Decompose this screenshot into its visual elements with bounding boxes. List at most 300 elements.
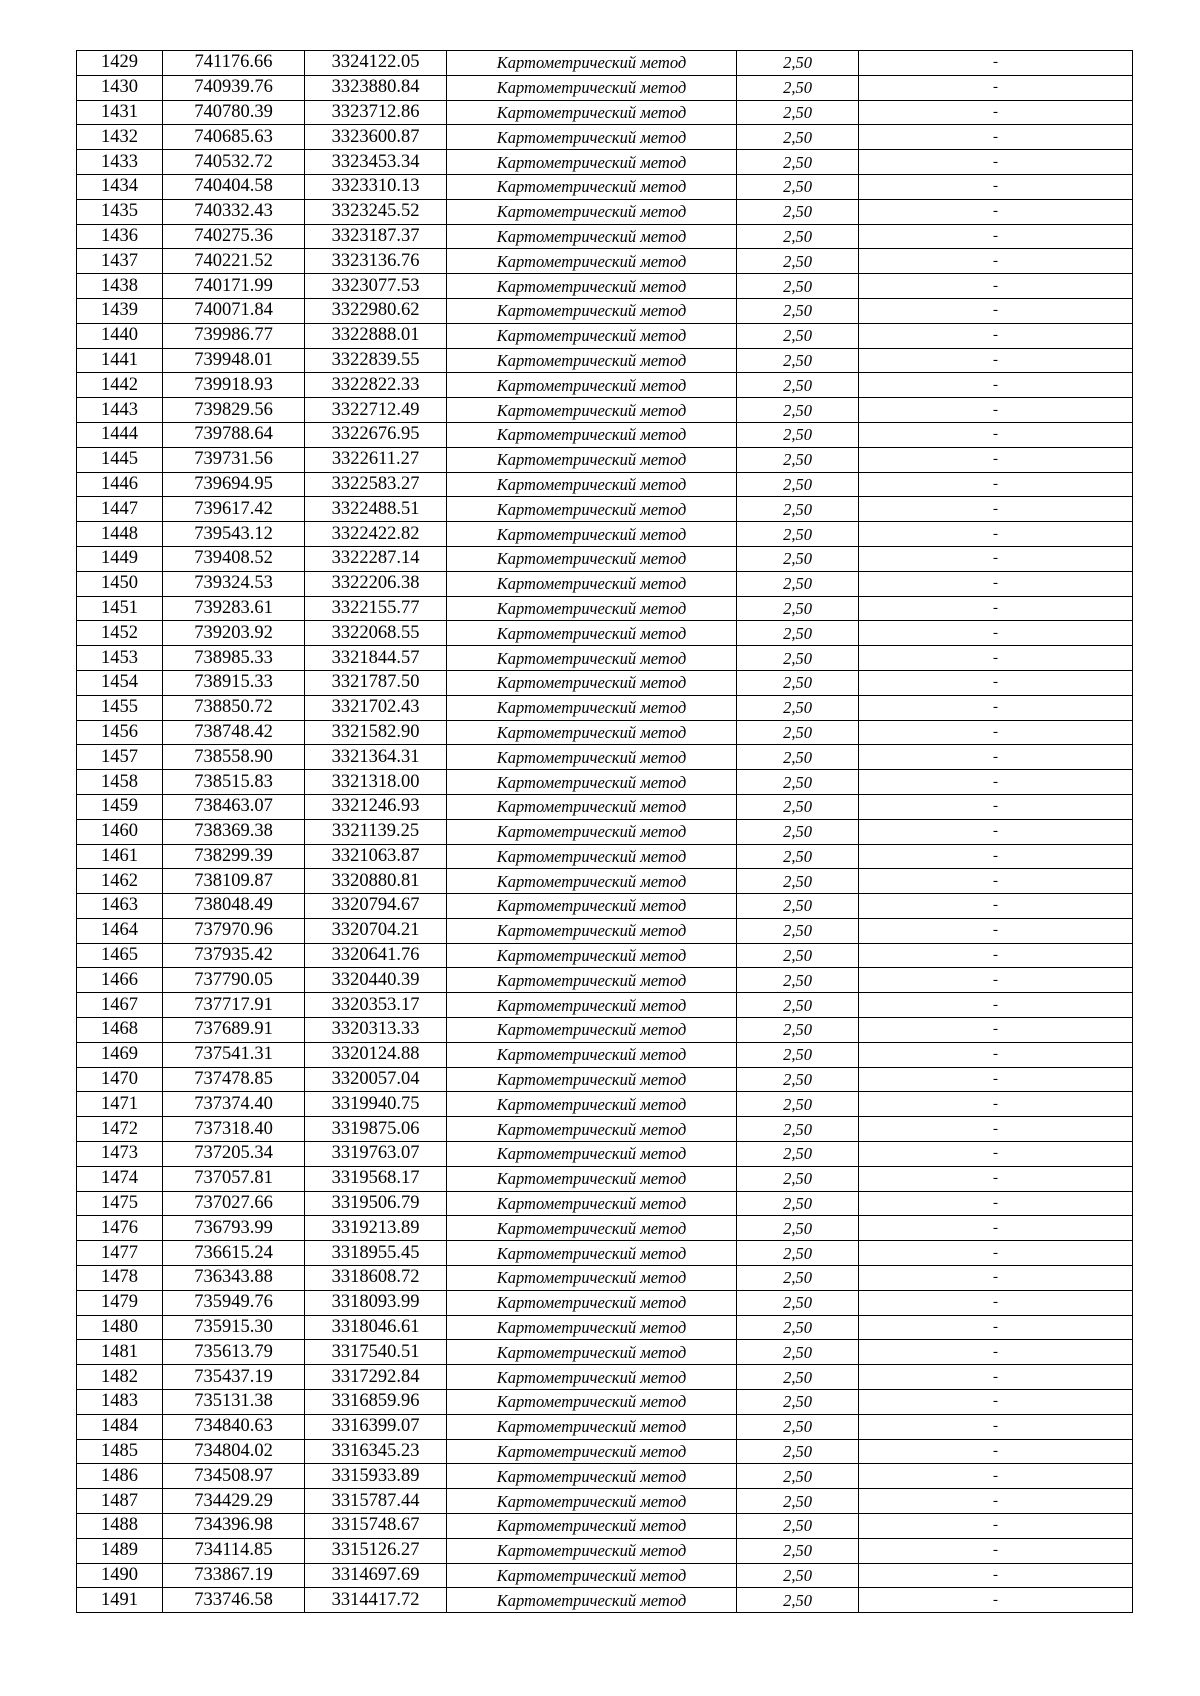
accuracy-cell: 2,50 — [737, 794, 859, 819]
table-row — [77, 274, 1133, 299]
table-row — [77, 720, 1133, 745]
x-coordinate-cell: 739617.42 — [163, 497, 305, 522]
table-row — [77, 1464, 1133, 1489]
accuracy-cell: 2,50 — [737, 447, 859, 472]
method-cell: Картометрический метод — [447, 1390, 737, 1415]
note-cell: - — [859, 918, 1133, 943]
accuracy-cell: 2,50 — [737, 745, 859, 770]
accuracy-cell: 2,50 — [737, 546, 859, 571]
point-number-cell: 1472 — [77, 1117, 163, 1142]
point-number-cell: 1440 — [77, 323, 163, 348]
method-cell: Картометрический метод — [447, 497, 737, 522]
x-coordinate-cell: 740071.84 — [163, 298, 305, 323]
table-row — [77, 1439, 1133, 1464]
y-coordinate-cell: 3320641.76 — [305, 943, 447, 968]
point-number-cell: 1486 — [77, 1464, 163, 1489]
y-coordinate-cell: 3315748.67 — [305, 1514, 447, 1539]
accuracy-cell: 2,50 — [737, 323, 859, 348]
method-cell: Картометрический метод — [447, 720, 737, 745]
table-row — [77, 894, 1133, 919]
accuracy-cell: 2,50 — [737, 646, 859, 671]
method-cell: Картометрический метод — [447, 249, 737, 274]
method-cell: Картометрический метод — [447, 1042, 737, 1067]
accuracy-cell: 2,50 — [737, 1464, 859, 1489]
note-cell: - — [859, 968, 1133, 993]
x-coordinate-cell: 739694.95 — [163, 472, 305, 497]
accuracy-cell: 2,50 — [737, 373, 859, 398]
note-cell: - — [859, 1538, 1133, 1563]
y-coordinate-cell: 3321844.57 — [305, 646, 447, 671]
method-cell: Картометрический метод — [447, 695, 737, 720]
table-row — [77, 75, 1133, 100]
point-number-cell: 1467 — [77, 993, 163, 1018]
table-row — [77, 174, 1133, 199]
x-coordinate-cell: 740780.39 — [163, 100, 305, 125]
accuracy-cell: 2,50 — [737, 1117, 859, 1142]
accuracy-cell: 2,50 — [737, 398, 859, 423]
accuracy-cell: 2,50 — [737, 918, 859, 943]
table-row — [77, 1216, 1133, 1241]
method-cell: Картометрический метод — [447, 596, 737, 621]
accuracy-cell: 2,50 — [737, 249, 859, 274]
y-coordinate-cell: 3319940.75 — [305, 1092, 447, 1117]
point-number-cell: 1460 — [77, 819, 163, 844]
note-cell: - — [859, 695, 1133, 720]
table-row — [77, 1042, 1133, 1067]
point-number-cell: 1464 — [77, 918, 163, 943]
note-cell: - — [859, 546, 1133, 571]
point-number-cell: 1479 — [77, 1290, 163, 1315]
table-row — [77, 1563, 1133, 1588]
note-cell: - — [859, 596, 1133, 621]
x-coordinate-cell: 740939.76 — [163, 75, 305, 100]
accuracy-cell: 2,50 — [737, 670, 859, 695]
y-coordinate-cell: 3322206.38 — [305, 571, 447, 596]
y-coordinate-cell: 3322583.27 — [305, 472, 447, 497]
table-row — [77, 1142, 1133, 1167]
y-coordinate-cell: 3320880.81 — [305, 869, 447, 894]
method-cell: Картометрический метод — [447, 298, 737, 323]
method-cell: Картометрический метод — [447, 447, 737, 472]
note-cell: - — [859, 348, 1133, 373]
y-coordinate-cell: 3320313.33 — [305, 1018, 447, 1043]
method-cell: Картометрический метод — [447, 1464, 737, 1489]
point-number-cell: 1487 — [77, 1489, 163, 1514]
table-row — [77, 1117, 1133, 1142]
x-coordinate-cell: 739324.53 — [163, 571, 305, 596]
x-coordinate-cell: 734396.98 — [163, 1514, 305, 1539]
point-number-cell: 1456 — [77, 720, 163, 745]
point-number-cell: 1459 — [77, 794, 163, 819]
method-cell: Картометрический метод — [447, 100, 737, 125]
x-coordinate-cell: 739918.93 — [163, 373, 305, 398]
method-cell: Картометрический метод — [447, 199, 737, 224]
coordinates-table — [76, 50, 1133, 1613]
note-cell: - — [859, 1290, 1133, 1315]
method-cell: Картометрический метод — [447, 918, 737, 943]
note-cell: - — [859, 51, 1133, 76]
table-row — [77, 1166, 1133, 1191]
note-cell: - — [859, 621, 1133, 646]
accuracy-cell: 2,50 — [737, 100, 859, 125]
accuracy-cell: 2,50 — [737, 1315, 859, 1340]
method-cell: Картометрический метод — [447, 894, 737, 919]
method-cell: Картометрический метод — [447, 1142, 737, 1167]
point-number-cell: 1485 — [77, 1439, 163, 1464]
note-cell: - — [859, 224, 1133, 249]
y-coordinate-cell: 3320353.17 — [305, 993, 447, 1018]
method-cell: Картометрический метод — [447, 1538, 737, 1563]
method-cell: Картометрический метод — [447, 1588, 737, 1613]
note-cell: - — [859, 472, 1133, 497]
point-number-cell: 1449 — [77, 546, 163, 571]
x-coordinate-cell: 740221.52 — [163, 249, 305, 274]
note-cell: - — [859, 745, 1133, 770]
note-cell: - — [859, 646, 1133, 671]
note-cell: - — [859, 100, 1133, 125]
point-number-cell: 1437 — [77, 249, 163, 274]
x-coordinate-cell: 735131.38 — [163, 1390, 305, 1415]
y-coordinate-cell: 3322712.49 — [305, 398, 447, 423]
accuracy-cell: 2,50 — [737, 51, 859, 76]
accuracy-cell: 2,50 — [737, 174, 859, 199]
note-cell: - — [859, 1563, 1133, 1588]
y-coordinate-cell: 3321063.87 — [305, 844, 447, 869]
point-number-cell: 1470 — [77, 1067, 163, 1092]
table-row — [77, 571, 1133, 596]
table-row — [77, 224, 1133, 249]
x-coordinate-cell: 735437.19 — [163, 1365, 305, 1390]
accuracy-cell: 2,50 — [737, 596, 859, 621]
x-coordinate-cell: 738369.38 — [163, 819, 305, 844]
method-cell: Картометрический метод — [447, 1340, 737, 1365]
y-coordinate-cell: 3322287.14 — [305, 546, 447, 571]
accuracy-cell: 2,50 — [737, 348, 859, 373]
method-cell: Картометрический метод — [447, 1439, 737, 1464]
point-number-cell: 1453 — [77, 646, 163, 671]
x-coordinate-cell: 737478.85 — [163, 1067, 305, 1092]
y-coordinate-cell: 3321702.43 — [305, 695, 447, 720]
method-cell: Картометрический метод — [447, 1266, 737, 1291]
y-coordinate-cell: 3321246.93 — [305, 794, 447, 819]
point-number-cell: 1433 — [77, 150, 163, 175]
note-cell: - — [859, 1067, 1133, 1092]
note-cell: - — [859, 794, 1133, 819]
y-coordinate-cell: 3323712.86 — [305, 100, 447, 125]
x-coordinate-cell: 739788.64 — [163, 422, 305, 447]
point-number-cell: 1457 — [77, 745, 163, 770]
y-coordinate-cell: 3314417.72 — [305, 1588, 447, 1613]
table-row — [77, 51, 1133, 76]
y-coordinate-cell: 3323453.34 — [305, 150, 447, 175]
table-row — [77, 100, 1133, 125]
x-coordinate-cell: 734840.63 — [163, 1414, 305, 1439]
point-number-cell: 1474 — [77, 1166, 163, 1191]
y-coordinate-cell: 3322155.77 — [305, 596, 447, 621]
table-row — [77, 1191, 1133, 1216]
method-cell: Картометрический метод — [447, 1290, 737, 1315]
point-number-cell: 1451 — [77, 596, 163, 621]
table-row — [77, 249, 1133, 274]
point-number-cell: 1455 — [77, 695, 163, 720]
method-cell: Картометрический метод — [447, 224, 737, 249]
method-cell: Картометрический метод — [447, 1117, 737, 1142]
point-number-cell: 1478 — [77, 1266, 163, 1291]
method-cell: Картометрический метод — [447, 323, 737, 348]
method-cell: Картометрический метод — [447, 1365, 737, 1390]
table-row — [77, 1290, 1133, 1315]
accuracy-cell: 2,50 — [737, 150, 859, 175]
method-cell: Картометрический метод — [447, 621, 737, 646]
x-coordinate-cell: 737790.05 — [163, 968, 305, 993]
table-row — [77, 497, 1133, 522]
y-coordinate-cell: 3321582.90 — [305, 720, 447, 745]
accuracy-cell: 2,50 — [737, 1290, 859, 1315]
x-coordinate-cell: 738748.42 — [163, 720, 305, 745]
table-row — [77, 670, 1133, 695]
accuracy-cell: 2,50 — [737, 695, 859, 720]
table-row — [77, 646, 1133, 671]
x-coordinate-cell: 733746.58 — [163, 1588, 305, 1613]
point-number-cell: 1448 — [77, 522, 163, 547]
point-number-cell: 1482 — [77, 1365, 163, 1390]
x-coordinate-cell: 737970.96 — [163, 918, 305, 943]
accuracy-cell: 2,50 — [737, 472, 859, 497]
table-row — [77, 844, 1133, 869]
note-cell: - — [859, 398, 1133, 423]
accuracy-cell: 2,50 — [737, 1067, 859, 1092]
accuracy-cell: 2,50 — [737, 1266, 859, 1291]
point-number-cell: 1490 — [77, 1563, 163, 1588]
point-number-cell: 1434 — [77, 174, 163, 199]
accuracy-cell: 2,50 — [737, 1042, 859, 1067]
y-coordinate-cell: 3321139.25 — [305, 819, 447, 844]
table-row — [77, 1514, 1133, 1539]
table-row — [77, 472, 1133, 497]
note-cell: - — [859, 993, 1133, 1018]
x-coordinate-cell: 738299.39 — [163, 844, 305, 869]
table-row — [77, 943, 1133, 968]
point-number-cell: 1429 — [77, 51, 163, 76]
x-coordinate-cell: 739829.56 — [163, 398, 305, 423]
x-coordinate-cell: 737935.42 — [163, 943, 305, 968]
table-row — [77, 447, 1133, 472]
x-coordinate-cell: 737717.91 — [163, 993, 305, 1018]
point-number-cell: 1436 — [77, 224, 163, 249]
note-cell: - — [859, 1042, 1133, 1067]
x-coordinate-cell: 738850.72 — [163, 695, 305, 720]
method-cell: Картометрический метод — [447, 1414, 737, 1439]
y-coordinate-cell: 3319506.79 — [305, 1191, 447, 1216]
x-coordinate-cell: 737205.34 — [163, 1142, 305, 1167]
x-coordinate-cell: 737057.81 — [163, 1166, 305, 1191]
accuracy-cell: 2,50 — [737, 1241, 859, 1266]
note-cell: - — [859, 1390, 1133, 1415]
point-number-cell: 1454 — [77, 670, 163, 695]
note-cell: - — [859, 522, 1133, 547]
x-coordinate-cell: 737374.40 — [163, 1092, 305, 1117]
method-cell: Картометрический метод — [447, 1216, 737, 1241]
x-coordinate-cell: 739948.01 — [163, 348, 305, 373]
y-coordinate-cell: 3321318.00 — [305, 770, 447, 795]
point-number-cell: 1471 — [77, 1092, 163, 1117]
note-cell: - — [859, 1439, 1133, 1464]
x-coordinate-cell: 734804.02 — [163, 1439, 305, 1464]
point-number-cell: 1483 — [77, 1390, 163, 1415]
table-row — [77, 1266, 1133, 1291]
point-number-cell: 1481 — [77, 1340, 163, 1365]
y-coordinate-cell: 3320794.67 — [305, 894, 447, 919]
note-cell: - — [859, 249, 1133, 274]
table-row — [77, 1018, 1133, 1043]
accuracy-cell: 2,50 — [737, 1365, 859, 1390]
point-number-cell: 1446 — [77, 472, 163, 497]
note-cell: - — [859, 943, 1133, 968]
method-cell: Картометрический метод — [447, 1514, 737, 1539]
x-coordinate-cell: 735915.30 — [163, 1315, 305, 1340]
x-coordinate-cell: 739543.12 — [163, 522, 305, 547]
point-number-cell: 1439 — [77, 298, 163, 323]
method-cell: Картометрический метод — [447, 1489, 737, 1514]
method-cell: Картометрический метод — [447, 348, 737, 373]
y-coordinate-cell: 3323880.84 — [305, 75, 447, 100]
point-number-cell: 1463 — [77, 894, 163, 919]
method-cell: Картометрический метод — [447, 844, 737, 869]
method-cell: Картометрический метод — [447, 1191, 737, 1216]
point-number-cell: 1488 — [77, 1514, 163, 1539]
note-cell: - — [859, 869, 1133, 894]
method-cell: Картометрический метод — [447, 993, 737, 1018]
point-number-cell: 1458 — [77, 770, 163, 795]
table-row — [77, 150, 1133, 175]
point-number-cell: 1441 — [77, 348, 163, 373]
note-cell: - — [859, 174, 1133, 199]
table-row — [77, 968, 1133, 993]
y-coordinate-cell: 3322839.55 — [305, 348, 447, 373]
note-cell: - — [859, 1340, 1133, 1365]
point-number-cell: 1465 — [77, 943, 163, 968]
method-cell: Картометрический метод — [447, 1018, 737, 1043]
x-coordinate-cell: 738985.33 — [163, 646, 305, 671]
y-coordinate-cell: 3322888.01 — [305, 323, 447, 348]
method-cell: Картометрический метод — [447, 1563, 737, 1588]
note-cell: - — [859, 323, 1133, 348]
y-coordinate-cell: 3318955.45 — [305, 1241, 447, 1266]
note-cell: - — [859, 274, 1133, 299]
table-row — [77, 1241, 1133, 1266]
y-coordinate-cell: 3315126.27 — [305, 1538, 447, 1563]
point-number-cell: 1476 — [77, 1216, 163, 1241]
x-coordinate-cell: 741176.66 — [163, 51, 305, 76]
coordinates-table-body — [77, 51, 1133, 1613]
note-cell: - — [859, 844, 1133, 869]
accuracy-cell: 2,50 — [737, 621, 859, 646]
accuracy-cell: 2,50 — [737, 1390, 859, 1415]
y-coordinate-cell: 3315933.89 — [305, 1464, 447, 1489]
x-coordinate-cell: 740532.72 — [163, 150, 305, 175]
method-cell: Картометрический метод — [447, 398, 737, 423]
method-cell: Картометрический метод — [447, 422, 737, 447]
note-cell: - — [859, 75, 1133, 100]
y-coordinate-cell: 3319568.17 — [305, 1166, 447, 1191]
y-coordinate-cell: 3319875.06 — [305, 1117, 447, 1142]
y-coordinate-cell: 3320057.04 — [305, 1067, 447, 1092]
x-coordinate-cell: 733867.19 — [163, 1563, 305, 1588]
y-coordinate-cell: 3322068.55 — [305, 621, 447, 646]
method-cell: Картометрический метод — [447, 943, 737, 968]
accuracy-cell: 2,50 — [737, 1142, 859, 1167]
point-number-cell: 1473 — [77, 1142, 163, 1167]
x-coordinate-cell: 740685.63 — [163, 125, 305, 150]
y-coordinate-cell: 3322488.51 — [305, 497, 447, 522]
x-coordinate-cell: 739408.52 — [163, 546, 305, 571]
accuracy-cell: 2,50 — [737, 125, 859, 150]
point-number-cell: 1432 — [77, 125, 163, 150]
point-number-cell: 1443 — [77, 398, 163, 423]
note-cell: - — [859, 1489, 1133, 1514]
note-cell: - — [859, 373, 1133, 398]
x-coordinate-cell: 736615.24 — [163, 1241, 305, 1266]
y-coordinate-cell: 3320440.39 — [305, 968, 447, 993]
accuracy-cell: 2,50 — [737, 274, 859, 299]
note-cell: - — [859, 1514, 1133, 1539]
x-coordinate-cell: 738515.83 — [163, 770, 305, 795]
method-cell: Картометрический метод — [447, 1241, 737, 1266]
x-coordinate-cell: 734114.85 — [163, 1538, 305, 1563]
note-cell: - — [859, 1191, 1133, 1216]
y-coordinate-cell: 3317292.84 — [305, 1365, 447, 1390]
x-coordinate-cell: 734429.29 — [163, 1489, 305, 1514]
y-coordinate-cell: 3323187.37 — [305, 224, 447, 249]
method-cell: Картометрический метод — [447, 1067, 737, 1092]
accuracy-cell: 2,50 — [737, 968, 859, 993]
accuracy-cell: 2,50 — [737, 1414, 859, 1439]
x-coordinate-cell: 736793.99 — [163, 1216, 305, 1241]
y-coordinate-cell: 3322676.95 — [305, 422, 447, 447]
method-cell: Картометрический метод — [447, 174, 737, 199]
accuracy-cell: 2,50 — [737, 199, 859, 224]
y-coordinate-cell: 3322611.27 — [305, 447, 447, 472]
accuracy-cell: 2,50 — [737, 224, 859, 249]
method-cell: Картометрический метод — [447, 646, 737, 671]
y-coordinate-cell: 3323245.52 — [305, 199, 447, 224]
x-coordinate-cell: 738915.33 — [163, 670, 305, 695]
table-row — [77, 745, 1133, 770]
table-row — [77, 546, 1133, 571]
point-number-cell: 1435 — [77, 199, 163, 224]
table-row — [77, 422, 1133, 447]
method-cell: Картометрический метод — [447, 770, 737, 795]
note-cell: - — [859, 298, 1133, 323]
table-row — [77, 770, 1133, 795]
x-coordinate-cell: 739283.61 — [163, 596, 305, 621]
point-number-cell: 1430 — [77, 75, 163, 100]
table-row — [77, 819, 1133, 844]
method-cell: Картометрический метод — [447, 373, 737, 398]
point-number-cell: 1447 — [77, 497, 163, 522]
note-cell: - — [859, 1166, 1133, 1191]
point-number-cell: 1466 — [77, 968, 163, 993]
table-row — [77, 1489, 1133, 1514]
table-row — [77, 298, 1133, 323]
note-cell: - — [859, 1588, 1133, 1613]
y-coordinate-cell: 3317540.51 — [305, 1340, 447, 1365]
note-cell: - — [859, 199, 1133, 224]
point-number-cell: 1491 — [77, 1588, 163, 1613]
note-cell: - — [859, 819, 1133, 844]
accuracy-cell: 2,50 — [737, 1489, 859, 1514]
x-coordinate-cell: 737318.40 — [163, 1117, 305, 1142]
